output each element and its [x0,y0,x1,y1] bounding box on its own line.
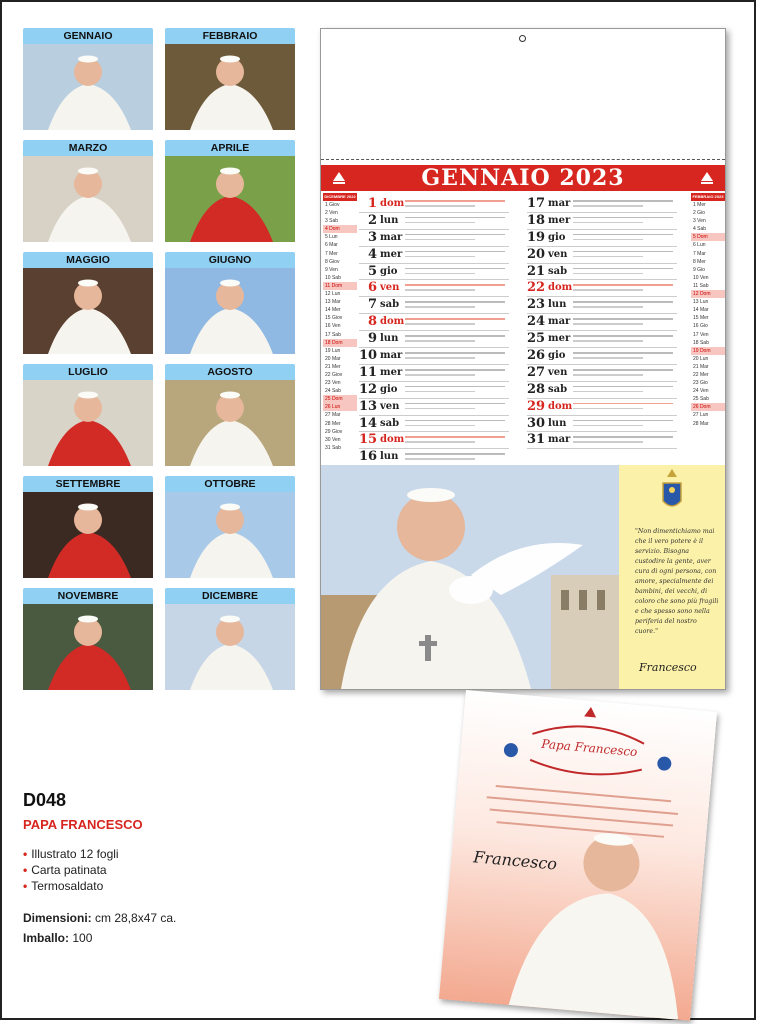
day-row [527,247,677,264]
day-row [359,382,509,399]
mini-day: 23 Gio [693,380,708,387]
pope-photo-illustration [165,492,295,578]
day-row [527,365,677,382]
mini-day: 27 Mar [325,412,341,419]
month-label: OTTOBRE [165,476,295,492]
logo-badge-left [321,165,357,191]
month-photo [165,268,295,354]
mini-day: 31 Sab [325,444,341,451]
month-photo [23,44,153,130]
mini-day: 14 Mer [325,307,341,314]
day-number: 24 [527,314,546,330]
crest-icon [321,165,357,191]
day-row [527,382,677,399]
mini-day: 14 Mar [693,307,709,314]
day-row [359,196,509,213]
day-weekday: mar [548,434,571,446]
month-label: MAGGIO [23,252,153,268]
feature-list [23,846,323,894]
day-number: 15 [359,432,378,448]
day-number: 20 [527,246,546,262]
day-weekday: gio [548,231,566,243]
mini-day: 18 Dom [323,339,357,347]
day-weekday: dom [380,434,405,446]
saint-line [405,239,475,241]
product-info [23,790,323,948]
mini-day: 26 Lun [323,403,357,411]
saint-line [573,335,673,337]
saint-line [573,374,643,376]
month-label: LUGLIO [23,364,153,380]
mini-day: 28 Mar [693,420,709,427]
feature-item: • Carta patinata [23,863,107,877]
mini-day: 29 Giov [325,428,343,435]
day-weekday: mer [548,333,571,345]
mini-day: 27 Lun [693,412,709,419]
day-weekday: mar [380,231,403,243]
day-weekday: sab [548,265,568,277]
saint-line [405,352,505,354]
prev-month-label: DICEMBRE 2022 [324,194,356,199]
pope-photo-illustration [165,156,295,242]
mini-day: 20 Lun [693,355,709,362]
mini-day: 21 Mer [325,363,341,370]
mini-day: 9 Ven [325,266,338,273]
saint-line [405,306,475,308]
saint-line [405,284,505,286]
mini-day: 21 Mar [693,363,709,370]
mini-day: 11 Sab [693,282,709,289]
month-photo [23,492,153,578]
month-photo [165,492,295,578]
month-photo [165,604,295,690]
month-card [165,252,295,354]
saint-line [573,391,643,393]
saint-line [405,335,505,337]
saint-line [573,273,643,275]
saint-line [573,284,673,286]
day-weekday: lun [548,417,567,429]
month-photo [23,268,153,354]
saint-line [573,318,673,320]
day-number: 22 [527,280,546,296]
day-weekday: mer [548,214,571,226]
day-number: 1 [367,196,377,211]
mini-day: 26 Dom [691,403,725,411]
mini-day: 9 Gio [693,266,705,273]
saint-line [573,239,643,241]
month-label: GIUGNO [165,252,295,268]
day-number: 28 [527,381,546,397]
pope-photo-illustration [165,604,295,690]
day-number: 25 [527,331,546,347]
calendar-cover [439,690,717,1021]
saint-line [573,323,643,325]
month-card [23,476,153,578]
quote-signature: Francesco [639,661,697,674]
pope-photo-illustration [165,380,295,466]
day-weekday: dom [380,316,405,328]
mini-day: 17 Sab [325,331,341,338]
mini-day: 19 Dom [691,347,725,355]
mini-day: 8 Mer [693,258,706,265]
day-number: 9 [367,331,377,347]
day-weekday: gio [380,383,398,395]
mini-day: 8 Giov [325,258,340,265]
calendar-main-photo [321,465,619,689]
saint-line [405,318,505,320]
specifications [23,908,323,948]
mini-day: 19 Lun [325,347,341,354]
day-number: 7 [367,297,377,313]
saint-line [405,408,475,410]
dimensions-line: Dimensioni: cm 28,8x47 ca. [23,911,177,925]
day-number: 12 [359,381,378,397]
day-weekday: ven [380,400,400,412]
month-label: MARZO [23,140,153,156]
day-weekday: sab [380,299,400,311]
day-row [527,230,677,247]
saint-line [405,425,475,427]
mini-day: 13 Mar [325,299,341,306]
day-row [359,230,509,247]
saint-line [405,200,505,202]
saint-line [573,340,643,342]
month-card [165,476,295,578]
day-weekday: mar [548,198,571,209]
day-weekday: ven [548,248,568,260]
mini-day: 10 Ven [693,274,709,281]
mini-day: 3 Ven [693,218,706,225]
saint-line [573,251,673,253]
day-row [359,432,509,449]
next-month-label: FEBBRAIO 2023 [692,194,724,199]
day-row [527,196,677,213]
day-weekday: dom [548,400,573,412]
saint-line [573,425,643,427]
day-row [527,348,677,365]
saint-line [405,222,475,224]
day-row [359,399,509,416]
day-number: 16 [359,449,378,465]
month-label: AGOSTO [165,364,295,380]
next-month-column [691,193,725,428]
hanging-hole [519,35,526,42]
month-card [23,140,153,242]
saint-line [405,391,475,393]
saint-line [573,403,673,405]
saint-line [405,458,475,460]
saint-line [573,234,673,236]
day-row [359,416,509,433]
mini-day: 24 Ven [693,388,709,395]
day-row [527,399,677,416]
saint-line [405,323,475,325]
day-row [359,247,509,264]
saint-line [405,453,505,455]
mini-day: 2 Ven [325,210,338,217]
saint-line [405,436,505,438]
month-label: DICEMBRE [165,588,295,604]
day-weekday: lun [548,299,567,311]
saint-line [573,441,643,443]
day-weekday: mer [380,248,403,260]
saint-line [573,369,673,371]
month-label: GENNAIO [23,28,153,44]
saint-line [573,256,643,258]
saint-line [405,420,505,422]
saint-line [573,386,673,388]
day-number: 27 [527,364,546,380]
product-code: D048 [23,790,67,810]
pope-photo-illustration [165,44,295,130]
saint-line [405,386,505,388]
day-number: 13 [359,398,378,414]
mini-day: 25 Sab [693,396,709,403]
day-number: 17 [527,196,546,211]
days-right-column [527,196,677,449]
month-card [165,28,295,130]
month-label: FEBBRAIO [165,28,295,44]
day-number: 18 [527,212,546,228]
saint-line [573,352,673,354]
day-weekday: mar [380,350,403,362]
product-name: PAPA FRANCESCO [23,817,143,832]
month-photo [23,156,153,242]
day-row [527,297,677,314]
perforation-line [321,159,725,160]
mini-day: 22 Giov [325,371,343,378]
day-weekday: dom [380,198,405,209]
saint-line [405,441,475,443]
mini-day: 22 Mer [693,371,709,378]
pope-photo-illustration [23,492,153,578]
saint-line [573,408,643,410]
day-row [359,331,509,348]
prev-month-column [323,193,357,452]
day-row [359,297,509,314]
papal-coat-of-arms-icon [619,465,725,521]
saint-line [405,251,505,253]
mini-day: 16 Gio [693,323,708,330]
mini-day: 10 Sab [325,274,341,281]
month-photo [23,380,153,466]
day-row [527,314,677,331]
cover-title: Papa Francesco [540,736,638,760]
day-weekday: ven [380,282,400,294]
day-row [359,264,509,281]
day-number: 26 [527,348,546,364]
saint-line [405,205,475,207]
saint-line [573,289,643,291]
month-label: SETTEMBRE [23,476,153,492]
saint-line [405,340,475,342]
mini-day: 18 Sab [693,339,709,346]
saint-line [405,374,475,376]
saint-line [573,205,643,207]
day-number: 2 [367,212,377,228]
day-number: 30 [527,415,546,431]
day-number: 31 [527,432,546,448]
month-card [23,252,153,354]
feature-item: • Termosaldato [23,879,104,893]
quote-panel [619,465,725,689]
saint-line [573,306,643,308]
pope-photo-illustration [23,604,153,690]
day-row [527,432,677,449]
mini-day: 28 Mer [325,420,341,427]
month-card [23,28,153,130]
day-row [527,416,677,433]
month-card [23,588,153,690]
mini-day: 4 Dom [323,225,357,233]
mini-day: 16 Ven [325,323,341,330]
day-row [527,280,677,297]
saint-line [573,268,673,270]
day-number: 14 [359,415,378,431]
logo-badge-right [689,165,725,191]
mini-day: 15 Giov [325,315,343,322]
month-label: NOVEMBRE [23,588,153,604]
mini-day: 6 Mar [325,242,338,249]
day-row [359,449,509,466]
saint-line [405,369,505,371]
day-weekday: ven [548,366,568,378]
mini-day: 13 Lun [693,299,709,306]
cover-signature: Francesco [472,847,558,874]
day-number: 29 [527,398,546,414]
month-photo [165,44,295,130]
day-weekday: gio [380,265,398,277]
day-row [527,213,677,230]
mini-day: 5 Lun [325,234,338,241]
month-photo [23,604,153,690]
day-row [359,314,509,331]
day-weekday: dom [548,282,573,294]
saint-line [573,200,673,202]
saint-line [573,357,643,359]
pope-photo-illustration [23,268,153,354]
mini-day: 3 Sab [325,218,339,225]
day-weekday: lun [380,451,399,463]
saint-line [405,289,475,291]
day-number: 3 [367,229,377,245]
day-number: 23 [527,297,546,313]
day-weekday: sab [380,417,400,429]
crest-icon [689,165,725,191]
pope-photo-illustration [23,44,153,130]
mini-day: 15 Mer [693,315,709,322]
day-weekday: mar [548,316,571,328]
day-number: 6 [367,280,377,296]
day-weekday: lun [380,333,399,345]
mini-day: 23 Ven [325,380,341,387]
day-weekday: mer [380,366,403,378]
day-weekday: lun [380,214,399,226]
saint-line [573,222,643,224]
day-number: 8 [367,314,377,330]
saint-line [405,268,505,270]
calendar-month-title: GENNAIO 2023 [421,165,625,191]
saint-line [405,273,475,275]
day-row [359,280,509,297]
day-weekday: sab [548,383,568,395]
mini-day: 2 Gio [693,210,705,217]
feature-item: • Illustrato 12 fogli [23,847,119,861]
bullet-icon: • [23,847,28,861]
mini-day: 30 Ven [325,436,341,443]
mini-day: 12 Dom [691,290,725,298]
mini-day: 17 Ven [693,331,709,338]
day-number: 5 [367,263,377,279]
day-row [359,365,509,382]
month-photo [165,156,295,242]
saint-line [573,436,673,438]
saint-line [573,217,673,219]
mini-day: 7 Mer [325,250,338,257]
saint-line [573,301,673,303]
bullet-icon: • [23,879,28,893]
day-number: 4 [367,246,377,262]
pope-photo-illustration [23,156,153,242]
saint-line [405,217,505,219]
mini-day: 1 Giov [325,202,340,208]
days-left-column [359,196,509,466]
saint-line [405,301,505,303]
month-photo [165,380,295,466]
mini-day: 25 Dom [323,395,357,403]
pope-with-dove-illustration [321,465,619,689]
month-card [23,364,153,466]
day-row [527,331,677,348]
mini-day: 5 Dom [691,233,725,241]
saint-line [405,403,505,405]
mini-day: 7 Mar [693,250,706,257]
month-card [165,140,295,242]
day-number: 11 [359,364,378,380]
pope-photo-illustration [165,268,295,354]
month-label: APRILE [165,140,295,156]
mini-day: 11 Dom [323,282,357,290]
day-number: 21 [527,263,546,279]
saint-line [405,256,475,258]
saint-line [405,357,475,359]
saint-line [573,420,673,422]
saint-line [405,234,505,236]
day-row [527,264,677,281]
mini-day: 12 Lun [325,291,341,298]
mini-day: 20 Mar [325,355,341,362]
month-card [165,588,295,690]
mini-day: 4 Sab [693,226,707,233]
day-row [359,348,509,365]
pope-photo-illustration [23,380,153,466]
mini-day: 6 Lun [693,242,706,249]
bullet-icon: • [23,863,28,877]
month-card [165,364,295,466]
pope-quote: "Non dimentichiamo mai che il vero potere è il servizio. Bisogna custodire la gente, aver cura di ogni persona, con amore, specialmente dei bambini, dei vecchi, di coloro che sono più fragili e che spesso sono nella periferia del nostro cuore." [635,528,719,635]
day-row [359,213,509,230]
day-number: 10 [359,348,378,364]
calendar-sheet [320,28,726,690]
mini-day: 24 Sab [325,388,341,395]
mini-day: 1 Mer [693,202,706,208]
day-weekday: gio [548,350,566,362]
day-number: 19 [527,229,546,245]
packaging-line: Imballo: 100 [23,931,93,945]
